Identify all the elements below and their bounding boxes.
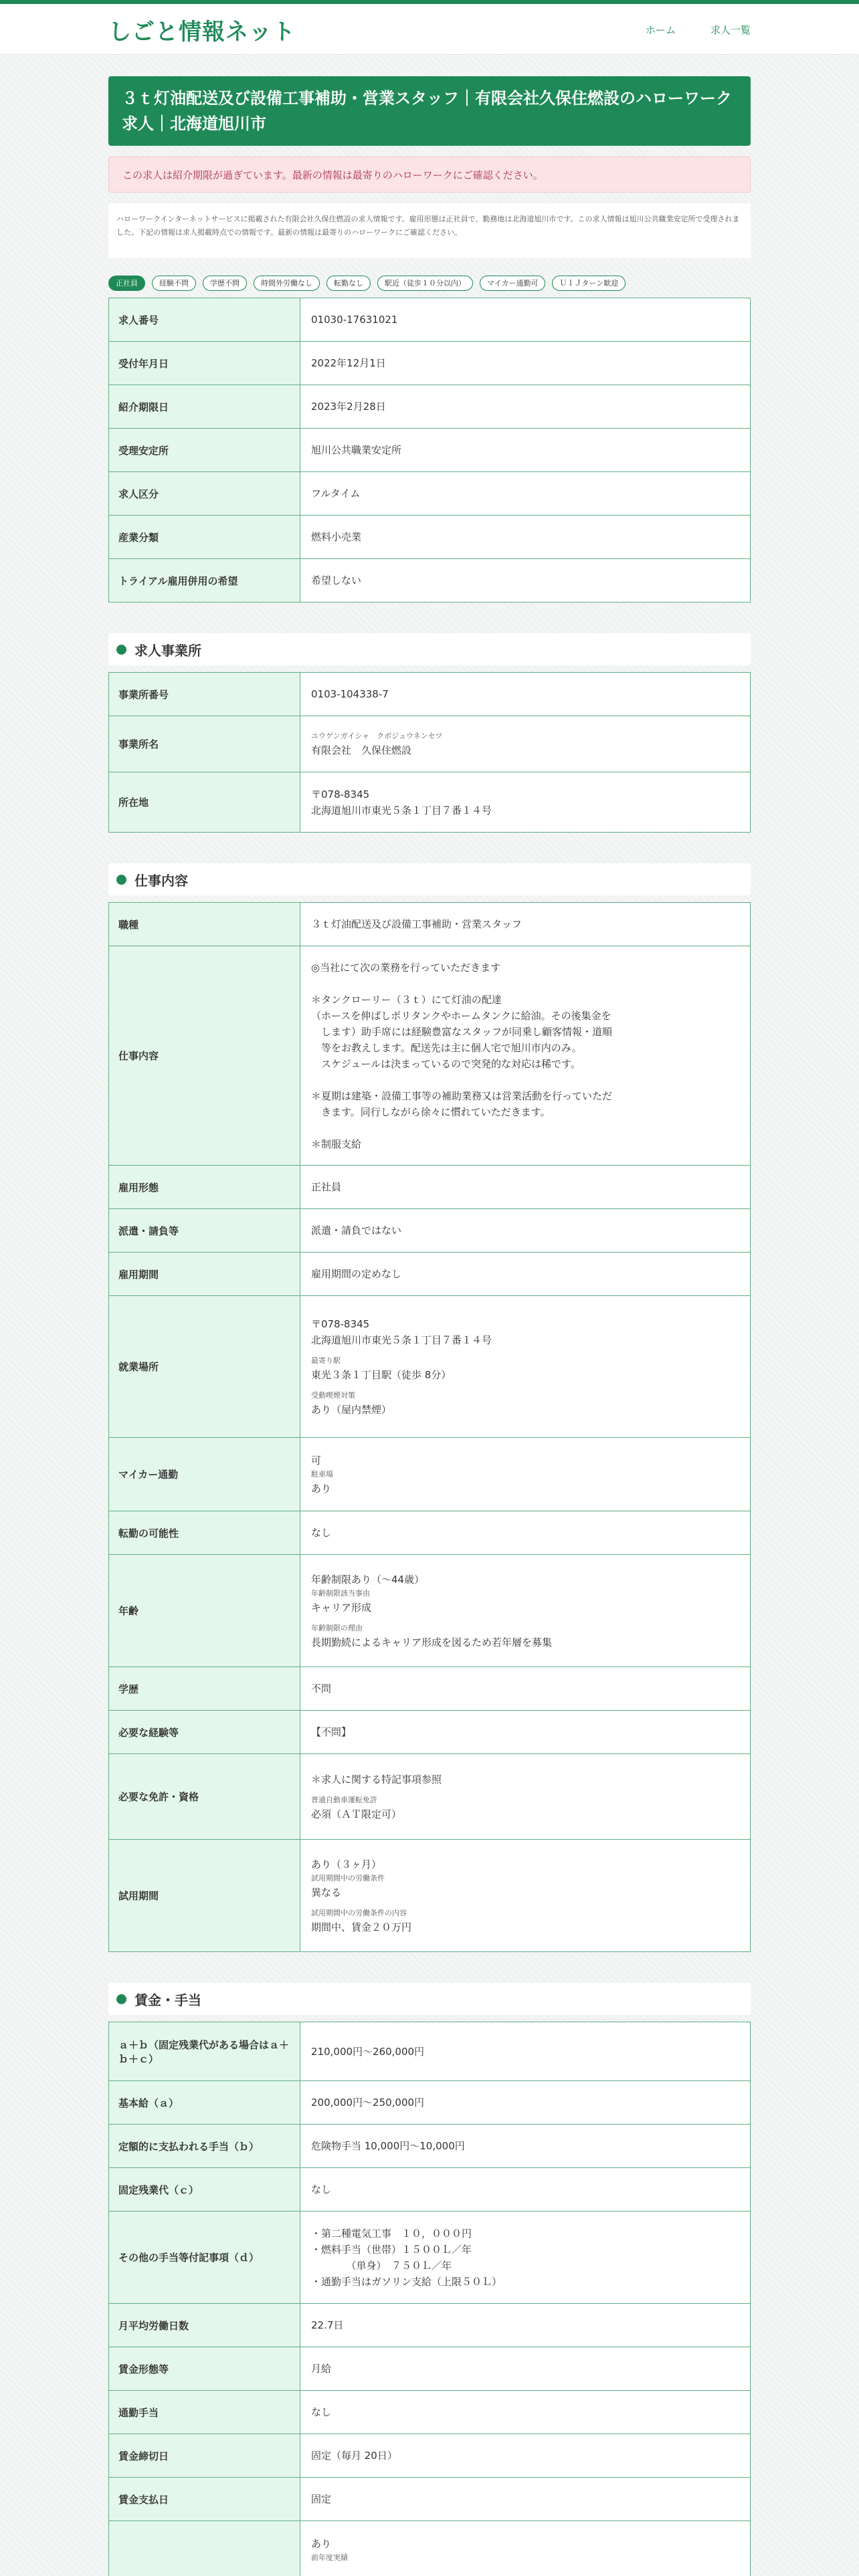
- trial-detail-value: 期間中、賃金２０万円: [311, 1921, 412, 1933]
- row-label: 必要な経験等: [109, 1711, 300, 1754]
- raise-value: あり: [311, 2538, 332, 2550]
- row-label: 学歴: [109, 1667, 300, 1711]
- table-row: [109, 1555, 751, 1667]
- parking-value: あり: [311, 1482, 332, 1495]
- tag-uij-turn: ＵＩＪターン歓迎: [552, 276, 626, 291]
- table-row: [109, 1711, 751, 1754]
- row-label: 紹介期限日: [109, 385, 300, 429]
- table-row: [109, 2212, 751, 2304]
- row-value: ３ｔ灯油配送及び設備工事補助・営業スタッフ: [300, 903, 751, 946]
- row-value: 派遣・請負ではない: [300, 1209, 751, 1253]
- row-value: なし: [300, 2391, 751, 2434]
- table-row: [109, 1209, 751, 1253]
- nav-jobs-link[interactable]: 求人一覧: [710, 23, 751, 36]
- table-row: [109, 1754, 751, 1840]
- row-value: 【不問】: [300, 1711, 751, 1754]
- car-value: 可: [311, 1454, 322, 1467]
- row-label: トライアル雇用併用の希望: [109, 559, 300, 603]
- trial-detail-label: 試用期間中の労働条件の内容: [311, 1908, 407, 1917]
- bullet-icon: [116, 645, 126, 655]
- row-value: なし: [300, 2168, 751, 2212]
- row-value: [300, 1555, 751, 1667]
- table-row: [109, 1438, 751, 1511]
- row-label: マイカー通勤: [109, 1438, 300, 1511]
- office-zip: 〒078-8345: [311, 788, 370, 800]
- table-row: [109, 1511, 751, 1555]
- office-name-kana: ユウゲンガイシャ クボジュウネンセツ: [311, 731, 443, 740]
- table-row: [109, 2478, 751, 2521]
- feature-tags: [108, 276, 751, 291]
- row-label: 月平均労働日数: [109, 2304, 300, 2347]
- row-label: 通勤手当: [109, 2391, 300, 2434]
- row-value: 燃料小売業: [300, 516, 751, 559]
- row-label: 就業場所: [109, 1296, 300, 1438]
- table-row: [109, 1296, 751, 1438]
- row-label: 雇用期間: [109, 1253, 300, 1296]
- trial-cond-value: 異なる: [311, 1886, 342, 1899]
- row-label: 賃金締切日: [109, 2434, 300, 2478]
- section-heading: 仕事内容: [134, 872, 188, 889]
- trial-value: あり（３ヶ月）: [311, 1858, 382, 1870]
- row-value: 01030-17631021: [300, 298, 751, 342]
- table-row: [109, 2081, 751, 2125]
- tag-near-station: 駅近（徒歩１０分以内）: [377, 276, 473, 291]
- table-row: [109, 2125, 751, 2168]
- row-value: ・第二種電気工事 １０，０００円 ・燃料手当（世帯）１５００Ｌ／年 （単身） ７５０Ｌ／年 ・通勤手当はガソリン支給（上限５０Ｌ）: [300, 2212, 751, 2304]
- row-label: 基本給（ａ）: [109, 2081, 300, 2125]
- office-name: 有限会社 久保住燃設: [311, 744, 412, 756]
- row-value: [300, 2521, 751, 2576]
- license-note: ＊求人に関する特記事項参照: [311, 1773, 442, 1786]
- row-value: 22.7日: [300, 2304, 751, 2347]
- row-value: 不問: [300, 1667, 751, 1711]
- smoking-label: 受動喫煙対策: [311, 1390, 355, 1400]
- row-label: 雇用形態: [109, 1166, 300, 1209]
- table-row: [109, 946, 751, 1166]
- table-row: [109, 2304, 751, 2347]
- place-address: 北海道旭川市東光５条１丁目７番１４号: [311, 1333, 492, 1346]
- bullet-icon: [116, 875, 126, 885]
- table-row: [109, 429, 751, 472]
- station-value: 東光３条１丁目駅（徒歩 8分）: [311, 1368, 452, 1381]
- age-reason-label: 年齢制限の理由: [311, 1623, 363, 1632]
- row-value: [300, 1438, 751, 1511]
- table-row: [109, 342, 751, 385]
- table-row: [109, 716, 751, 772]
- row-value: [300, 1296, 751, 1438]
- row-label: 事業所名: [109, 716, 300, 772]
- tag-no-experience: 経験不問: [152, 276, 196, 291]
- row-value: 200,000円～250,000円: [300, 2081, 751, 2125]
- row-value: 雇用期間の定めなし: [300, 1253, 751, 1296]
- row-label: 求人番号: [109, 298, 300, 342]
- table-row: [109, 1253, 751, 1296]
- row-label: 定額的に支払われる手当（ｂ）: [109, 2125, 300, 2168]
- table-row: [109, 673, 751, 716]
- section-heading: 賃金・手当: [134, 1992, 201, 2008]
- raise-sub-label: 前年度実績: [311, 2553, 348, 2562]
- wage-table: [108, 2022, 751, 2576]
- main-content: [108, 55, 751, 2576]
- table-row: [109, 2347, 751, 2391]
- row-label: 転勤の可能性: [109, 1511, 300, 1555]
- tag-seishain: 正社員: [108, 276, 145, 291]
- table-row: [109, 2391, 751, 2434]
- row-label: 必要な免許・資格: [109, 1754, 300, 1840]
- row-label: 年齢: [109, 1555, 300, 1667]
- tag-car-commute: マイカー通勤可: [480, 276, 545, 291]
- parking-label: 駐車場: [311, 1469, 333, 1479]
- age-value: 年齢制限あり（～44歳）: [311, 1573, 425, 1586]
- row-label: 事業所番号: [109, 673, 300, 716]
- table-row: [109, 2434, 751, 2478]
- table-row: [109, 2168, 751, 2212]
- row-label: ａ＋ｂ（固定残業代がある場合はａ＋ｂ＋ｃ）: [109, 2022, 300, 2081]
- section-office: [108, 633, 751, 665]
- section-heading: 求人事業所: [134, 642, 201, 659]
- nav-home-link[interactable]: ホーム: [645, 23, 676, 36]
- tag-no-transfer: 転勤なし: [326, 276, 371, 291]
- table-row: [109, 2022, 751, 2081]
- row-label: 仕事内容: [109, 946, 300, 1166]
- basic-info-table: [108, 298, 751, 603]
- site-header: [0, 4, 859, 55]
- row-value: 希望しない: [300, 559, 751, 603]
- row-label: 所在地: [109, 772, 300, 833]
- row-label: 固定残業代（ｃ）: [109, 2168, 300, 2212]
- section-job: [108, 863, 751, 895]
- age-case-label: 年齢制限該当事由: [311, 1588, 370, 1598]
- row-value: [300, 716, 751, 772]
- office-table: [108, 672, 751, 833]
- table-row: [109, 298, 751, 342]
- age-case-value: キャリア形成: [311, 1601, 372, 1614]
- row-label: [109, 2521, 300, 2576]
- row-label: 試用期間: [109, 1840, 300, 1952]
- page-title: ３ｔ灯油配送及び設備工事補助・営業スタッフ｜有限会社久保住燃設のハローワーク求人｜北海道旭川市: [108, 76, 751, 146]
- office-address: 北海道旭川市東光５条１丁目７番１４号: [311, 804, 492, 817]
- table-row: [109, 903, 751, 946]
- row-value: 0103-104338-7: [300, 673, 751, 716]
- row-value: 危険物手当 10,000円～10,000円: [300, 2125, 751, 2168]
- row-label: 派遣・請負等: [109, 1209, 300, 1253]
- place-zip: 〒078-8345: [311, 1317, 370, 1330]
- tag-no-education: 学歴不問: [203, 276, 247, 291]
- table-row: [109, 559, 751, 603]
- row-label: 賃金形態等: [109, 2347, 300, 2391]
- row-label: 受理安定所: [109, 429, 300, 472]
- row-label: 受付年月日: [109, 342, 300, 385]
- table-row: [109, 516, 751, 559]
- smoking-value: あり（屋内禁煙）: [311, 1403, 392, 1416]
- age-reason-value: 長期勤続によるキャリア形成を図るため若年層を募集: [311, 1636, 553, 1648]
- row-value: [300, 1840, 751, 1952]
- station-label: 最寄り駅: [311, 1356, 341, 1365]
- row-value: フルタイム: [300, 472, 751, 516]
- table-row: [109, 2521, 751, 2576]
- table-row: [109, 772, 751, 833]
- job-description: ◎当社にて次の業務を行っていただきます ＊タンクローリー（３ｔ）にて灯油の配達 （ホースを伸ばしポリタンクやホームタンクに給油。その後集金を します）助手席には経験豊富なスタッフが同乗し顧客情報・道順 等をお教えします。配送先は主に個人宅で旭川市内のみ。 スケジュールは決まっているので突発的な対応は稀です。 ＊夏期は建築・設備工事等の補助業務又は営業活動を行っていただ きます。同行しながら徐々に慣れていただきます。 ＊制服支給: [300, 946, 751, 1166]
- row-value: [300, 772, 751, 833]
- table-row: [109, 1840, 751, 1952]
- row-value: 月給: [300, 2347, 751, 2391]
- section-wage: [108, 1983, 751, 2015]
- row-value: 固定（毎月 20日）: [300, 2434, 751, 2478]
- row-label: その他の手当等付記事項（ｄ）: [109, 2212, 300, 2304]
- row-value: 2023年2月28日: [300, 385, 751, 429]
- row-value: なし: [300, 1511, 751, 1555]
- table-row: [109, 1166, 751, 1209]
- row-label: 賃金支払日: [109, 2478, 300, 2521]
- row-value: 210,000円～260,000円: [300, 2022, 751, 2081]
- row-value: 固定: [300, 2478, 751, 2521]
- row-value: 2022年12月1日: [300, 342, 751, 385]
- bullet-icon: [116, 1994, 126, 2004]
- listing-notice: ハローワークインターネットサービスに掲載された有限会社久保住燃設の求人情報です。雇用形態は正社員で、勤務地は北海道旭川市です。この求人情報は旭川公共職業安定所で受理されました。下記の情報は求人掲載時点での情報です。最新の情報は最寄りのハローワークにご確認ください。: [108, 203, 751, 258]
- table-row: [109, 1667, 751, 1711]
- expired-alert: この求人は紹介期限が過ぎています。最新の情報は最寄りのハローワークにご確認ください。: [108, 156, 751, 193]
- row-label: 職種: [109, 903, 300, 946]
- row-label: 産業分類: [109, 516, 300, 559]
- main-nav: [646, 23, 751, 37]
- row-value: 正社員: [300, 1166, 751, 1209]
- row-label: 求人区分: [109, 472, 300, 516]
- site-logo[interactable]: しごと情報ネット: [108, 18, 296, 45]
- table-row: [109, 385, 751, 429]
- row-value: 旭川公共職業安定所: [300, 429, 751, 472]
- license-sub-label: 普通自動車運転免許: [311, 1795, 377, 1804]
- tag-no-overtime: 時間外労働なし: [254, 276, 320, 291]
- license-value: 必須（ＡＴ限定可）: [311, 1808, 402, 1820]
- trial-cond-label: 試用期間中の労働条件: [311, 1873, 385, 1883]
- row-value: [300, 1754, 751, 1840]
- table-row: [109, 472, 751, 516]
- job-table: [108, 902, 751, 1952]
